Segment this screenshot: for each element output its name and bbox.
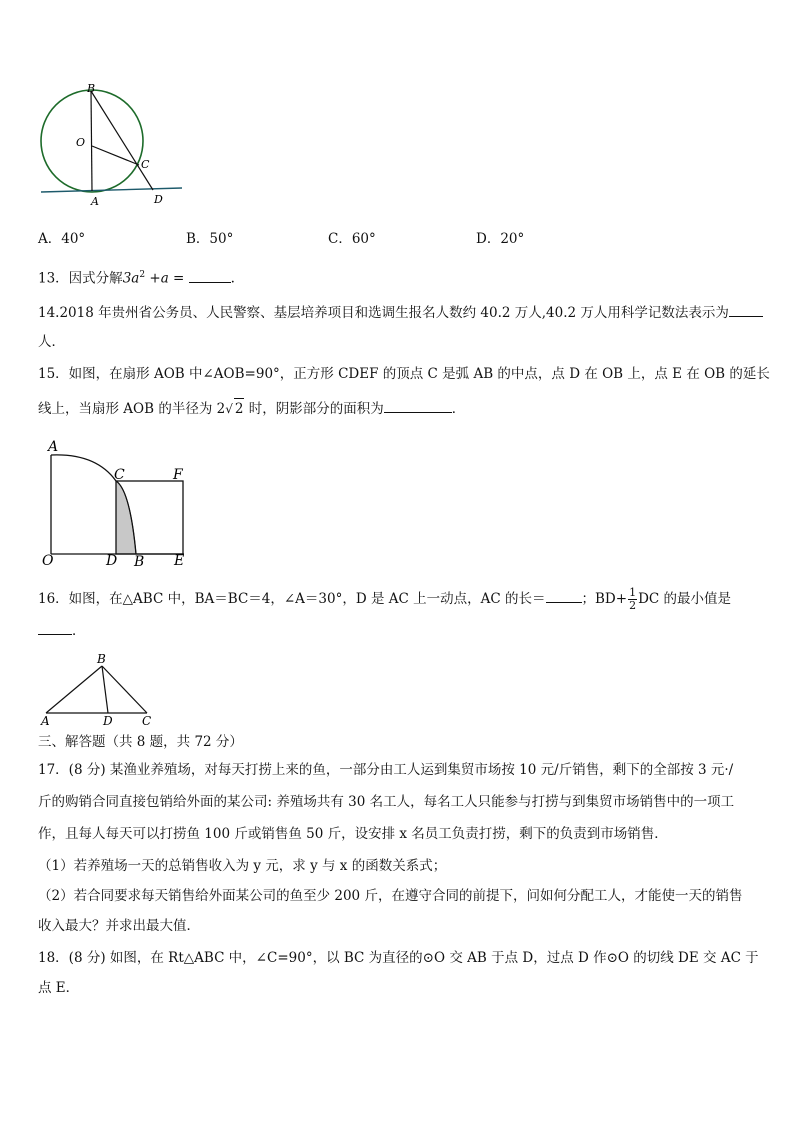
label-a: A [48, 439, 59, 455]
shaded-region [116, 481, 136, 554]
question-14-line2: 人． [38, 334, 65, 350]
q12-option-a: A．40° [38, 231, 86, 247]
question-17-part2-line1: （2）若合同要求每天销售给外面某公司的鱼至少 200 斤，在遵守合同的前提下，问如何分配工人，才能使一天的销售 [38, 888, 743, 904]
label-o: O [76, 136, 86, 149]
question-17-line1: 17．(8 分) 某渔业养殖场，对每天打捞上来的鱼，一部分由工人运到集贸市场按 10 元/斤销售，剩下的全部按 3 元·/ [38, 762, 734, 778]
question-15-line1: 15．如图，在扇形 AOB 中∠AOB=90°，正方形 CDEF 的顶点 C 是弧 AB 的中点，点 D 在 OB 上，点 E 在 OB 的延长 [38, 366, 770, 382]
q15-answer-blank[interactable] [384, 398, 452, 413]
label-d: D [106, 553, 118, 568]
line-ba [91, 91, 92, 191]
q12-option-c: C．60° [328, 231, 376, 247]
question-17-line3: 作，且每人每天可以打捞鱼 100 斤或销售鱼 50 斤，设安排 x 名员工负责打捞，剩下的负责到市场销售． [38, 826, 668, 842]
section-3-title: 三、解答题（共 8 题，共 72 分） [38, 734, 243, 750]
label-b: B [97, 652, 106, 666]
label-d: D [154, 193, 163, 206]
question-16-line1: 16．如图，在△ABC 中，BA＝BC＝4，∠A＝30°，D 是 AC 上一动点，AC 的长＝ ；BD+ $\frac{1}{2}$ DC 的最小值是 [38, 586, 732, 612]
label-a: A [91, 195, 99, 208]
label-c: C [114, 467, 125, 483]
q16-ac-answer-blank[interactable] [546, 588, 582, 603]
q12-option-b: B．50° [186, 231, 234, 247]
q16-min-answer-blank[interactable] [38, 620, 72, 635]
question-17-part2-line2: 收入最大？并求出最大值． [38, 918, 200, 934]
segment-bd [102, 666, 108, 713]
arc-ab-upper [51, 455, 116, 481]
question-16-line2: ． [38, 620, 86, 641]
side-bc [102, 666, 147, 713]
label-d: D [103, 714, 113, 728]
q13-answer-blank[interactable] [189, 268, 231, 283]
label-o: O [42, 553, 54, 568]
label-f: F [173, 467, 183, 483]
figure-q15-sector-square [38, 436, 198, 568]
question-17-line2: 斤的购销合同直接包销给外面的某公司: 养殖场共有 30 名工人，每名工人只能参与打捞与到集贸市场销售中的一项工 [38, 794, 735, 810]
label-c: C [141, 158, 150, 171]
question-15-line2: 线上，当扇形 AOB 的半径为 2√ 2 时，阴影部分的面积为 ． [38, 398, 465, 419]
question-18-line1: 18．(8 分) 如图，在 Rt△ABC 中，∠C=90°，以 BC 为直径的⊙O 交 AB 于点 D，过点 D 作⊙O 的切线 DE 交 AC 于 [38, 950, 759, 966]
side-ab [46, 666, 102, 713]
label-c: C [142, 714, 152, 728]
question-13: 13．因式分解$3a^2 +a$ = . [38, 265, 235, 289]
label-b: B [87, 82, 96, 95]
question-14-line1: 14.2018 年贵州省公务员、人民警察、基层培养项目和选调生报名人数约 40.2 万人,40.2 万人用科学记数法表示为 [38, 302, 763, 323]
figure-q12-circle [36, 80, 186, 210]
label-e: E [174, 553, 185, 568]
q14-answer-blank[interactable] [729, 302, 763, 317]
label-a: A [41, 714, 50, 728]
q12-option-d: D．20° [476, 231, 525, 247]
label-b: B [134, 554, 145, 568]
question-17-part1: （1）若养殖场一天的总销售收入为 y 元，求 y 与 x 的函数关系式； [38, 858, 447, 874]
fraction-one-half: $\frac{1}{2}$ [629, 586, 637, 612]
question-18-line2: 点 E． [38, 980, 80, 996]
figure-q16-triangle [36, 650, 160, 728]
